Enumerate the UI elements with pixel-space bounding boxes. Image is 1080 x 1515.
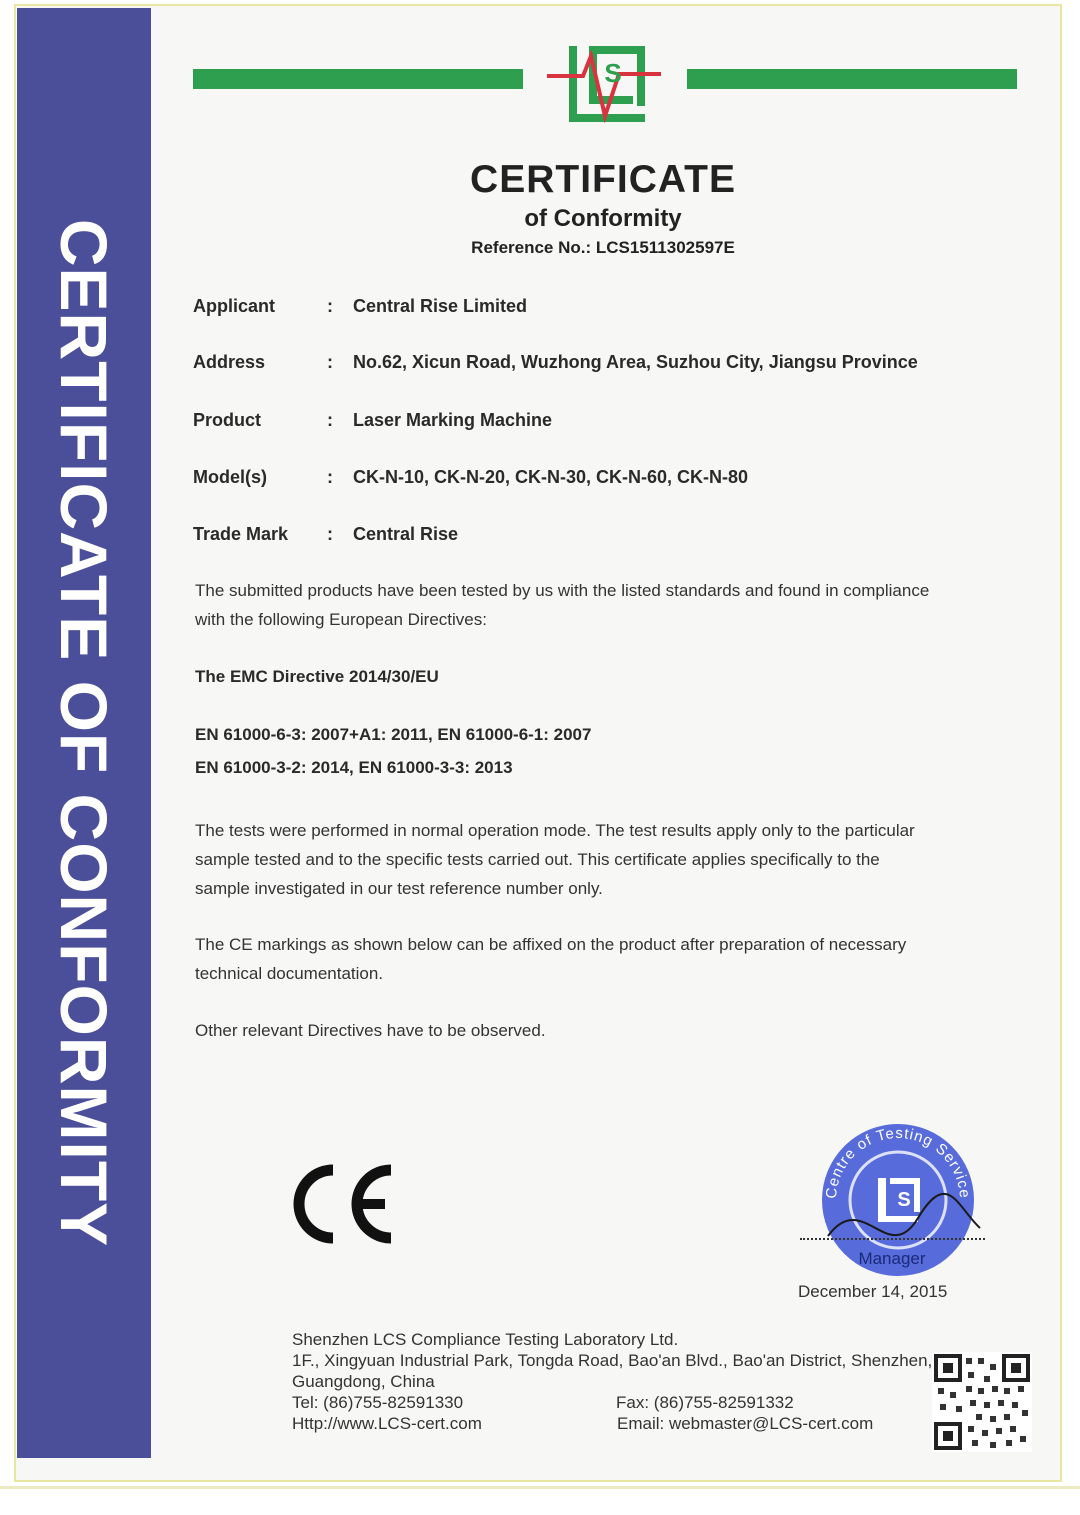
ce-paragraph bbox=[195, 930, 995, 988]
address-label: Address bbox=[193, 352, 266, 372]
ce-line: technical documentation. bbox=[195, 964, 384, 983]
footer-address: 1F., Xingyuan Industrial Park, Tongda Road, Bao'an Blvd., Bao'an District, Shenzhen, bbox=[292, 1351, 933, 1370]
applicant-value: Central Rise Limited bbox=[353, 296, 528, 316]
qr-code-icon bbox=[932, 1352, 1032, 1452]
testing-service-stamp bbox=[808, 1118, 988, 1278]
tests-paragraph bbox=[195, 816, 995, 903]
product-label: Product bbox=[193, 410, 262, 430]
footer-address: Guangdong, China bbox=[292, 1372, 435, 1391]
header-bar-right bbox=[687, 69, 1017, 89]
footer-website: Http://www.LCS-cert.com bbox=[292, 1414, 482, 1433]
applicant-label: Applicant bbox=[193, 296, 276, 316]
stamp-role: Manager bbox=[858, 1249, 926, 1268]
svg-text:S: S bbox=[604, 58, 622, 88]
tests-line: The tests were performed in normal operation mode. The test results apply only to the particular bbox=[195, 821, 915, 840]
issue-date: December 14, 2015 bbox=[798, 1282, 948, 1301]
tests-line: sample investigated in our test reference number only. bbox=[195, 879, 603, 898]
footer-tel: Tel: (86)755-82591330 bbox=[292, 1393, 464, 1412]
footer-company: Shenzhen LCS Compliance Testing Laboratory Ltd. bbox=[292, 1330, 679, 1349]
page-edge bbox=[0, 1486, 1080, 1515]
certificate-title: CERTIFICATE bbox=[470, 158, 736, 201]
tests-line: sample tested and to the specific tests carried out. This certificate applies specifically to the bbox=[195, 850, 880, 869]
ce-mark-icon bbox=[285, 1160, 400, 1248]
ce-line: The CE markings as shown below can be affixed on the product after preparation of necessary bbox=[195, 935, 907, 954]
trademark-value: Central Rise bbox=[353, 524, 459, 544]
footer-email: Email: webmaster@LCS-cert.com bbox=[617, 1414, 874, 1433]
compliance-line: with the following European Directives: bbox=[195, 610, 487, 629]
address-colon: : bbox=[327, 352, 333, 372]
signature-line bbox=[800, 1238, 985, 1240]
other-directives: Other relevant Directives have to be observed. bbox=[195, 1021, 546, 1040]
header-bar-left bbox=[193, 69, 523, 89]
models-label: Model(s) bbox=[193, 467, 267, 487]
reference-number: Reference No.: LCS1511302597E bbox=[471, 238, 735, 257]
models-value: CK-N-10, CK-N-20, CK-N-30, CK-N-60, CK-N-80 bbox=[353, 467, 749, 487]
footer-fax: Fax: (86)755-82591332 bbox=[616, 1393, 794, 1412]
product-value: Laser Marking Machine bbox=[353, 410, 553, 430]
trademark-label: Trade Mark bbox=[193, 524, 289, 544]
certificate-subtitle: of Conformity bbox=[524, 205, 682, 232]
side-banner-text: CERTIFICATE OF CONFORMITY bbox=[47, 218, 121, 1248]
standards-line: EN 61000-6-3: 2007+A1: 2011, EN 61000-6-1: 2007 bbox=[195, 725, 592, 744]
stamp-text: Centre of Testing Service bbox=[822, 1124, 974, 1200]
svg-text:S: S bbox=[897, 1189, 911, 1211]
product-colon: : bbox=[327, 410, 333, 430]
address-value: No.62, Xicun Road, Wuzhong Area, Suzhou City, Jiangsu Province bbox=[353, 352, 918, 372]
directive-name: The EMC Directive 2014/30/EU bbox=[195, 667, 439, 686]
compliance-line: The submitted products have been tested by us with the listed standards and found in compliance bbox=[195, 581, 930, 600]
standards-line: EN 61000-3-2: 2014, EN 61000-3-3: 2013 bbox=[195, 758, 513, 777]
lcs-logo-icon bbox=[545, 38, 665, 128]
applicant-colon: : bbox=[327, 296, 333, 316]
compliance-paragraph bbox=[195, 576, 995, 634]
models-colon: : bbox=[327, 467, 333, 487]
trademark-colon: : bbox=[327, 524, 333, 544]
